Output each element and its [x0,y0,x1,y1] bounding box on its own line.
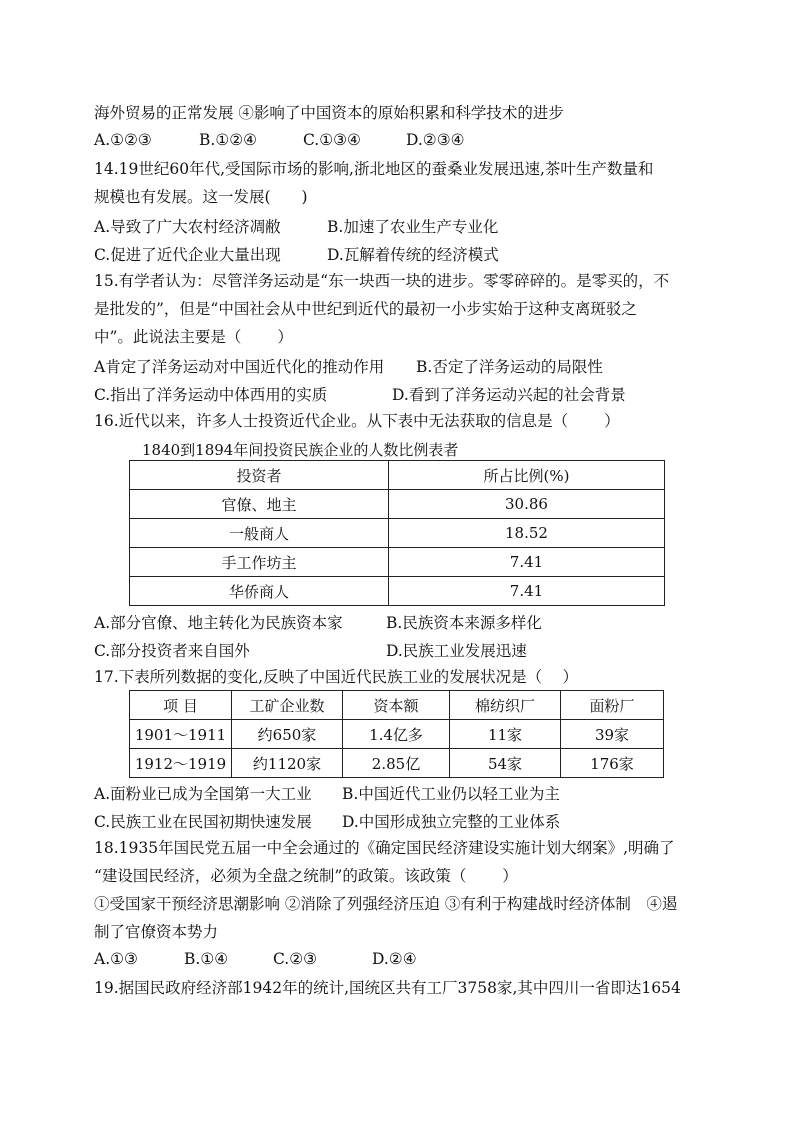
q19-stem: 19.据国民政府经济部1942年的统计,国统区共有工厂3758家,其中四川一省即达1654 [94,979,681,997]
q17-option-c: C.民族工业在民国初期快速发展 [94,813,312,831]
q16-option-c: C.部分投资者来自国外 [94,642,250,660]
q13-option-d: D.②③④ [406,131,465,149]
column-header: 所占比例(%) [389,461,665,490]
q17-stem: 17.下表所列数据的变化,反映了中国近代民族工业的发展状况是（ ） [94,668,579,686]
q16-option-b: B.民族资本来源多样化 [386,614,542,632]
table-cell: 11家 [450,720,561,749]
column-header: 投资者 [130,461,389,490]
table-row [130,720,664,749]
table16-caption: 1840到1894年间投资民族企业的人数比例表者 [142,441,459,459]
column-header: 面粉厂 [561,691,664,720]
column-header: 项 目 [130,691,232,720]
table-header-row [130,461,665,490]
table-cell: 一般商人 [130,519,389,548]
table-cell: 7.41 [389,548,665,577]
table-row [130,548,665,577]
table-cell: 官僚、地主 [130,490,389,519]
table-cell: 约1120家 [232,749,343,778]
q15-option-a: A肯定了洋务运动对中国近代化的推动作用 [94,358,385,376]
q15-stem-line2: 是批发的”，但是“中国社会从中世纪到近代的最初一小步实始于这种支离斑驳之 [94,300,637,318]
table-row [130,749,664,778]
column-header: 棉纺织厂 [450,691,561,720]
table-row [130,519,665,548]
table-cell: 176家 [561,749,664,778]
q15-stem-line3: 中”。此说法主要是（ ） [94,328,293,346]
table-cell: 1912～1919 [130,749,232,778]
q13-option-b: B.①②④ [199,131,258,149]
table-cell: 18.52 [389,519,665,548]
table-cell: 30.86 [389,490,665,519]
q14-option-a: A.导致了广大农村经济凋敝 [94,218,281,236]
q18-statements-line1: ①受国家干预经济思潮影响 ②消除了列强经济压迫 ③有利于构建战时经济体制 ④遏 [94,895,678,913]
q18-stem-line1: 18.1935年国民党五届一中全会通过的《确定国民经济建设实施计划大纲案》,明确了 [94,839,675,857]
q14-option-b: B.加速了农业生产专业化 [327,218,499,236]
q14-stem-line1: 14.19世纪60年代,受国际市场的影响,浙北地区的蚕桑业发展迅速,茶叶生产数量和 [94,160,654,178]
q16-option-d: D.民族工业发展迅速 [386,642,527,660]
table-cell: 2.85亿 [343,749,450,778]
q13-option-c: C.①③④ [303,131,361,149]
column-header: 资本额 [343,691,450,720]
q15-stem-line1: 15.有学者认为：尽管洋务运动是“东一块西一块的进步。零零碎碎的。是零买的，不 [94,272,670,290]
q18-option-a: A.①③ [94,950,138,968]
q18-option-c: C.②③ [273,950,318,968]
q18-option-b: B.①④ [184,950,229,968]
q18-option-d: D.②④ [372,950,417,968]
table-row [130,577,665,606]
q14-option-c: C.促进了近代企业大量出现 [94,246,281,264]
q17-option-a: A.面粉业已成为全国第一大工业 [94,785,312,803]
table-cell: 7.41 [389,577,665,606]
q15-option-d: D.看到了洋务运动兴起的社会背景 [392,386,626,404]
q18-stem-line2: “建设国民经济，必须为全盘之统制”的政策。该政策（ ） [94,867,518,885]
q15-option-c: C.指出了洋务运动中体西用的实质 [94,386,328,404]
q18-statements-line2: 制了官僚资本势力 [94,923,219,941]
q14-option-d: D.瓦解着传统的经济模式 [327,246,499,264]
q17-option-d: D.中国形成独立完整的工业体系 [342,813,561,831]
table-cell: 54家 [450,749,561,778]
table-cell: 华侨商人 [130,577,389,606]
q13-option-a: A.①②③ [94,131,152,149]
q17-option-b: B.中国近代工业仍以轻工业为主 [342,785,560,803]
industry-data-table [129,690,664,778]
table-cell: 1901～1911 [130,720,232,749]
table-cell: 1.4亿多 [343,720,450,749]
q14-stem-line2: 规模也有发展。这一发展( ) [94,188,308,206]
table-cell: 手工作坊主 [130,548,389,577]
q15-option-b: B.否定了洋务运动的局限性 [416,358,603,376]
q16-option-a: A.部分官僚、地主转化为民族资本家 [94,614,343,632]
table-cell: 39家 [561,720,664,749]
table-header-row [130,691,664,720]
q16-stem: 16.近代以来，许多人士投资近代企业。从下表中无法获取的信息是（ ） [94,412,620,430]
table-row [130,490,665,519]
column-header: 工矿企业数 [232,691,343,720]
table-cell: 约650家 [232,720,343,749]
investor-ratio-table [129,460,665,606]
q13-continuation: 海外贸易的正常发展 ④影响了中国资本的原始积累和科学技术的进步 [94,104,564,122]
